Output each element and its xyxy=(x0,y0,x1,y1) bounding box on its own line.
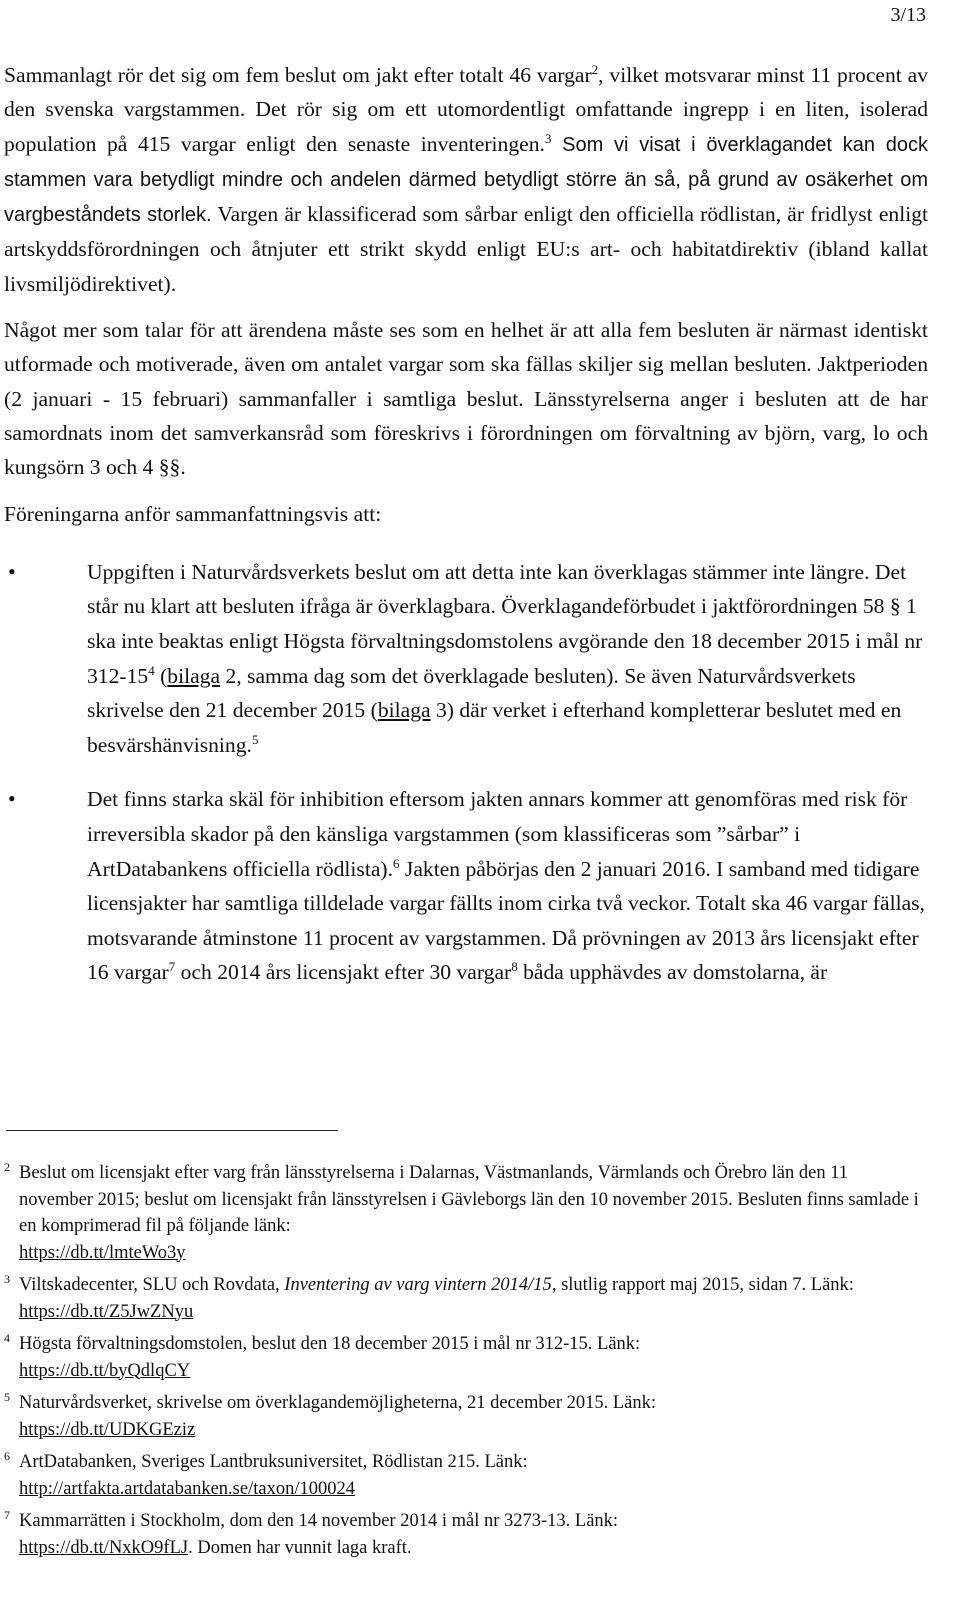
footnote-5 xyxy=(4,1390,924,1443)
footnote-6 xyxy=(4,1449,924,1502)
text-run: 2, samma dag som det överklagade besluten). Se även Naturvårdsverkets skrivelse den 21 december 2015 ( xyxy=(87,663,856,723)
text-run: ( xyxy=(154,663,168,688)
footnote-separator xyxy=(6,1130,338,1131)
bullet-icon: • xyxy=(8,558,16,584)
footnote-number: 4 xyxy=(4,1331,10,1345)
footnote-text: Högsta förvaltningsdomstolen, beslut den 18 december 2015 i mål nr 312-15. Länk: xyxy=(19,1334,641,1354)
bilaga-link-2[interactable]: bilaga xyxy=(167,663,221,688)
footnote-link[interactable]: https://db.tt/NxkO9fLJ xyxy=(19,1537,189,1558)
footnote-ref-7[interactable]: 7 xyxy=(168,959,176,975)
footnote-ref-2[interactable]: 2 xyxy=(591,62,599,77)
footnote-3 xyxy=(4,1272,924,1325)
footnote-text: . Domen har vunnit laga kraft. xyxy=(188,1537,412,1558)
text-run: och 2014 års licensjakt efter 30 vargar xyxy=(175,960,512,985)
footnote-2 xyxy=(4,1160,924,1266)
text-run: Det finns starka skäl för inhibition eftersom jakten annars kommer att genomföras med risk för irreversibla skador på den känsliga vargstammen (som klassificeras som ”sårbar” i ArtDatabankens officiella rödlista). xyxy=(87,787,908,881)
main-text xyxy=(4,58,928,1010)
paragraph-2: Något mer som talar för att ärendena måste ses som en helhet är att alla fem besluten är närmast identiskt utformade och motiverade, även om antalet vargar som ska fällas skiljer sig mellan besluten. Jaktperioden (2 januari - 15 februari) sammanfaller i samtliga beslut. Länsstyrelserna anger i besluten att de har samordnats inom det samverkansråd som föreskrivs i förordningen om förvaltning av björn, varg, lo och kungsörn 3 och 4 §§. xyxy=(4,318,928,480)
footnote-number: 2 xyxy=(4,1160,10,1174)
footnote-text: Viltskadecenter, SLU och Rovdata, xyxy=(19,1275,285,1295)
footnote-link[interactable]: https://db.tt/Z5JwZNyu xyxy=(19,1301,194,1322)
paragraph-1 xyxy=(4,58,928,301)
footnote-number: 6 xyxy=(4,1449,10,1463)
footnote-link[interactable]: https://db.tt/lmteWo3y xyxy=(19,1242,186,1263)
text-run-sans: Som vi visat i överklagandet kan dock stammen vara betydligt mindre och andelen därmed betydligt större än så, på grund av osäkerhet om vargbeståndets storlek. xyxy=(4,133,928,227)
text-run: Vargen är klassificerad som sårbar enligt den officiella rödlistan, är fridlyst enligt artskyddsförordningen och åtnjuter ett strikt skydd enligt EU:s art- och habitatdirektiv (ibland kallat livsmiljödirektivet). xyxy=(4,202,929,296)
bullet-item-1 xyxy=(4,555,928,763)
page-number: 3/13 xyxy=(890,4,926,26)
text-run: , vilket motsvarar minst 11 procent av den svenska vargstammen. Det rör sig om ett utomordentligt omfattande ingrepp i en liten, isolerad population på 415 vargar enligt den senaste inventeringen. xyxy=(4,63,928,156)
footnote-text: Naturvårdsverket, skrivelse om överklagandemöjligheterna, 21 december 2015. Länk: xyxy=(19,1393,657,1413)
footnote-ref-4[interactable]: 4 xyxy=(148,662,155,678)
footnote-ref-8[interactable]: 8 xyxy=(511,959,518,975)
footnote-ref-3[interactable]: 3 xyxy=(544,130,552,146)
footnote-number: 7 xyxy=(4,1508,10,1522)
bullet-list xyxy=(4,555,928,990)
footnote-text: , slutlig rapport maj 2015, sidan 7. Länk: xyxy=(551,1275,854,1295)
text-run: Uppgiften i Naturvårdsverkets beslut om att detta inte kan överklagas stämmer inte längre. Det står nu klart att besluten ifråga är överklagbara. Överklagandeförbudet i jaktförordningen 58 § 1 ska inte beaktas enligt Högsta förvaltningsdomstolens avgörande den 18 december 2015 i mål nr 312-15 xyxy=(87,559,923,688)
footnote-link[interactable]: http://artfakta.artdatabanken.se/taxon/100024 xyxy=(19,1478,355,1499)
text-run: båda upphävdes av domstolarna, är xyxy=(517,960,828,985)
footnote-title: Inventering av varg vintern 2014/15 xyxy=(284,1275,552,1295)
footnote-number: 5 xyxy=(4,1390,10,1404)
footnote-ref-5[interactable]: 5 xyxy=(251,731,259,747)
footnote-link[interactable]: https://db.tt/byQdlqCY xyxy=(19,1360,191,1381)
footnote-7 xyxy=(4,1508,924,1561)
footnotes xyxy=(4,1160,924,1567)
footnote-link[interactable]: https://db.tt/UDKGEziz xyxy=(19,1419,196,1440)
bullet-item-2 xyxy=(4,782,928,990)
footnote-text: ArtDatabanken, Sveriges Lantbruksuniversitet, Rödlistan 215. Länk: xyxy=(19,1452,528,1472)
footnote-text: Kammarrätten i Stockholm, dom den 14 november 2014 i mål nr 3273-13. Länk: xyxy=(19,1511,619,1531)
paragraph-3: Föreningarna anför sammanfattningsvis att: xyxy=(4,501,382,526)
footnote-text: Beslut om licensjakt efter varg från länsstyrelserna i Dalarnas, Västmanlands, Värmlands och Örebro län den 11 november 2015; beslut om licensjakt från länsstyrelsen i Gävleborgs län den 10 november 2015. Besluten finns samlade i en komprimerad fil på följande länk: xyxy=(19,1163,919,1236)
text-run: Sammanlagt rör det sig om fem beslut om jakt efter totalt 46 vargar xyxy=(4,63,592,87)
footnote-ref-6[interactable]: 6 xyxy=(393,855,400,871)
footnote-number: 3 xyxy=(4,1272,10,1286)
footnote-4 xyxy=(4,1331,924,1384)
bullet-icon: • xyxy=(8,786,16,812)
text-run: 3) där verket i efterhand kompletterar beslutet med en besvärshänvisning. xyxy=(87,698,902,757)
bilaga-link-3[interactable]: bilaga xyxy=(377,698,431,723)
text-run: Jakten påbörjas den 2 januari 2016. I samband med tidigare licensjakter har samtliga tilldelade vargar fällts inom cirka två veckor. Totalt ska 46 vargar fällas, motsvarande åtminstone 11 procent av vargstammen. Då prövningen av 2013 års licensjakt efter 16 vargar xyxy=(87,856,925,985)
